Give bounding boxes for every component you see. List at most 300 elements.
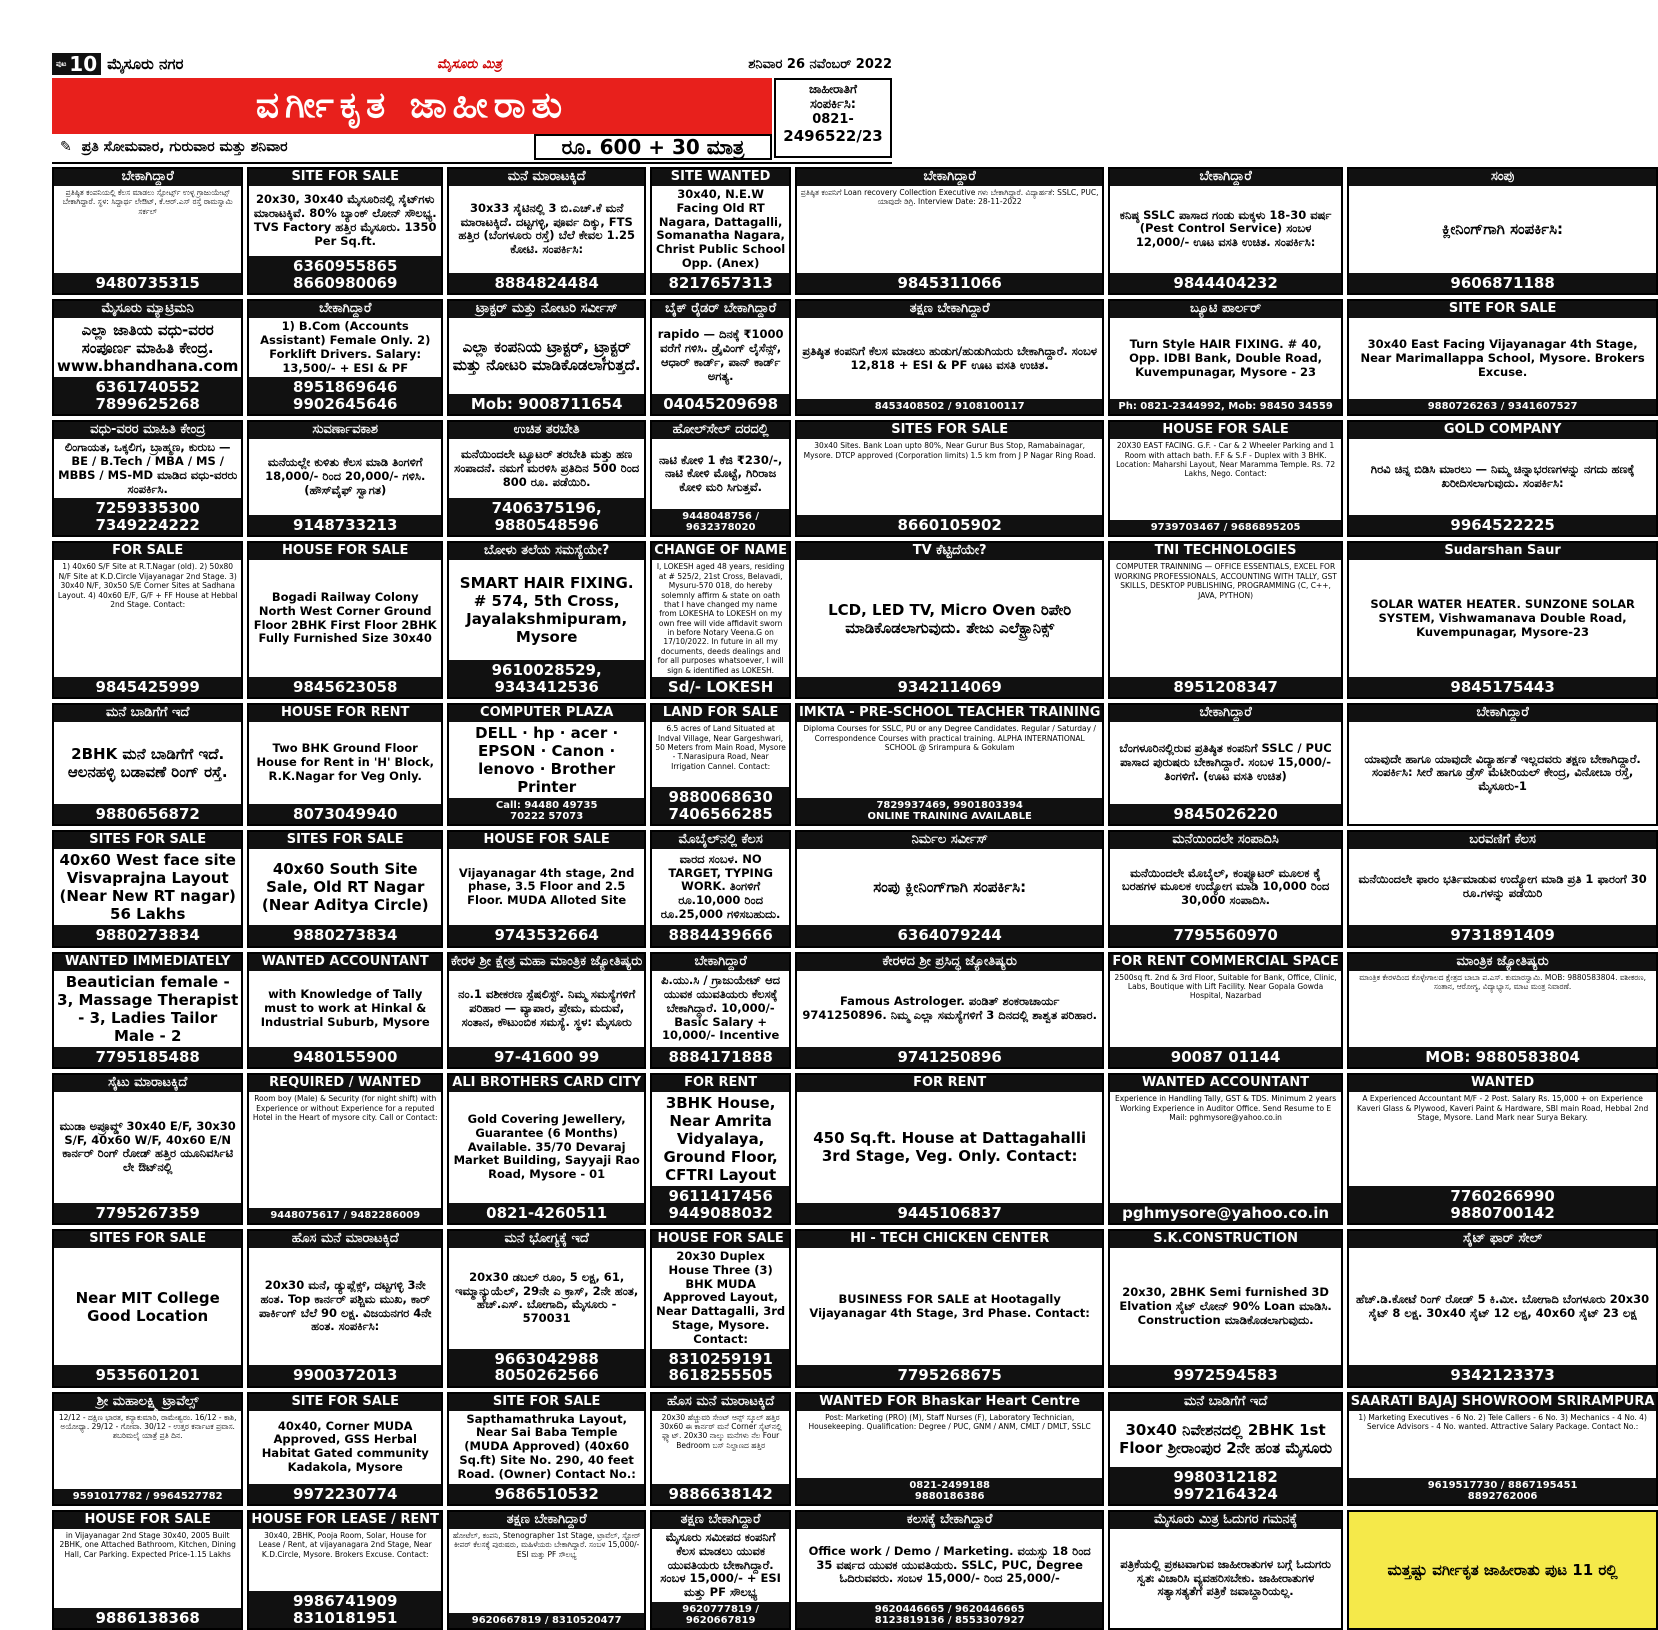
ad-body: ಮುಡಾ ಅಪ್ರೂವ್ಡ್ 30x40 E/F, 30x30 S/F, 40x60 W/F, 40x60 E/N ಕಾರ್ನರ್ ರಿಂಗ್ ರೋಡ್ ಹತ್ತಿರ ಯೂನಿವರ್ಸಿಟಿ ಲೇ ಔಟ್‌ನಲ್ಲಿ: [59, 1118, 236, 1175]
ad-title: ತಕ್ಷಣ ಬೇಕಾಗಿದ್ದಾರೆ: [652, 1512, 789, 1529]
ad-body: 40x60 South Site Sale, Old RT Nagar (Near Aditya Circle): [261, 860, 429, 915]
ad-phone: 9448048756 / 9632378020: [652, 509, 789, 535]
classified-ad: [52, 1510, 243, 1630]
ad-body: in Vijayanagar 2nd Stage 30x40, 2005 Built 2BHK, one Attached Bathroom, Kitchen, Dining Hall, Car Parking. Expected Price-1.15 Lakhs: [59, 1531, 236, 1559]
classified-ad: [1347, 541, 1658, 699]
ad-title: ಮನೆಯಿಂದಲೇ ಸಂಪಾದಿಸಿ: [1110, 832, 1340, 849]
ad-phone: 9845311066: [797, 273, 1102, 294]
ad-body: 1) Marketing Executives - 6 No. 2) Tele Callers - 6 No. 3) Mechanics - 4 No. 4) Service Advisors - 4 No. wanted. Attractive Salary Package. Contact No.:: [1358, 1412, 1647, 1431]
ad-title: ಬೇಕಾಗಿದ್ದಾರೆ: [54, 169, 241, 186]
classified-ad: [1108, 952, 1342, 1069]
classified-ad: [447, 1392, 646, 1506]
ad-body: Post: Marketing (PRO) (M), Staff Nurses (F), Laboratory Technician, Housekeeping. Qualification: Degree / PUC, GNM / ANM, CMLT / DMLT, SSLC: [808, 1412, 1091, 1431]
ad-title: FOR SALE: [54, 543, 241, 560]
classified-ad: [247, 952, 443, 1069]
ad-title: HOUSE FOR SALE: [449, 832, 644, 849]
ad-phone: 8951869646 9902645646: [249, 377, 441, 414]
ad-body: ಪ್ರತಿಷ್ಠಿತ ಕಂಪನಿಗೆ ಕೆಲಸ ಮಾಡಲು ಹುಡುಗ/ಹುಡುಗಿಯರು ಬೇಕಾಗಿದ್ದಾರೆ. ಸಂಬಳ 12,818 + ESI & PF ಊಟ ವಸತಿ ಉಚಿತ.: [802, 343, 1098, 372]
ad-phone: 6361740552 7899625268: [54, 377, 241, 414]
classified-ad: [650, 1073, 791, 1225]
ad-title: ಹೊಸ ಮನೆ ಮಾರಾಟಕ್ಕಿದೆ: [652, 1394, 789, 1411]
ad-title: SITES FOR SALE: [54, 832, 241, 849]
classified-ad: [1108, 1073, 1342, 1225]
ad-rate: ರೂ. 600 + 30 ಮಾತ್ರ: [534, 134, 772, 160]
ad-body: SOLAR WATER HEATER. SUNZONE SOLAR SYSTEM, Vishwamanava Double Road, Kuvempunagar, Mysore-23: [1370, 596, 1635, 639]
ad-title: ಬೇಕಾಗಿದ್ದಾರೆ: [1349, 705, 1657, 722]
ad-body: DELL · hp · acer · EPSON · Canon · lenovo · Brother Printer: [475, 724, 619, 797]
pen-icon: ✎: [60, 139, 72, 155]
ad-phone: 9880273834: [54, 925, 241, 946]
ad-phone: 8453408502 / 9108100117: [797, 399, 1102, 414]
ad-title: SITES FOR SALE: [54, 1231, 241, 1248]
ad-body: Room boy (Male) & Security (for night shift) with Experience or without Experience for a reputed Hotel in the Heart of mysore city. Call or Contact:: [252, 1094, 438, 1122]
ad-title: WANTED: [1349, 1075, 1657, 1092]
ad-title: FOR RENT: [652, 1075, 789, 1092]
ad-phone: 9686510532: [449, 1484, 644, 1505]
classified-ad: [650, 420, 791, 537]
ad-title: SITE WANTED: [652, 169, 789, 186]
ad-title: TV ಕೆಟ್ಟಿದೆಯೇ?: [797, 543, 1102, 560]
ad-phone: MOB: 9880583804: [1349, 1047, 1657, 1068]
ad-phone: 9342123373: [1349, 1365, 1657, 1386]
classified-ad: [650, 167, 791, 295]
ad-phone: 9964522225: [1349, 515, 1657, 536]
ad-phone: 8884439666: [652, 925, 789, 946]
classified-ad: [650, 703, 791, 826]
classified-ad: [447, 703, 646, 826]
ad-body: 20x30 ಹೆಚ್ಚುವರಿ ಸೇಂಟ್ ಆನ್ಸ್ ಸ್ಕೂಲ್ ಹತ್ತಿರ 30x60 ಈ ಕಾರ್ನರ್ ಮನೆ Corner ಸೈಟ್‌ನಲ್ಲಿ ಫ್ಲ್ಯಾಟ್. 20x30 ನಾಲ್ಕು ಮನೆಗಳು ನೆಲ Four Bedroom ಬಸ್ ನಿಲ್ದಾಣದ ಹತ್ತಿರ: [659, 1412, 782, 1450]
ad-phone: 9886138368: [54, 1608, 241, 1629]
ad-body: 1) B.Com (Accounts Assistant) Female Only. 2) Forklift Drivers. Salary: 13,500/- + ESI & PF: [260, 319, 431, 375]
ad-phone: 9448075617 / 9482286009: [249, 1208, 441, 1223]
ad-body: 20x30, 2BHK Semi furnished 3D Elvation ಸೈಟ್ ಲೋನ್ 90% Loan ಮಾಡಿಸಿ. Construction ಮಾಡಿಕೊಡಲಾಗುವುದು.: [1119, 1284, 1332, 1327]
ad-phone: 9880726263 / 9341607527: [1349, 399, 1657, 414]
ad-body: ಕನಿಷ್ಠ SSLC ಪಾಸಾದ ಗಂಡು ಮಕ್ಕಳು 18-30 ವರ್ಷ (Pest Control Service) ಸಂಬಳ 12,000/- ಊಟ ವಸತಿ ಉಚಿತ. ಸಂಪರ್ಕಿಸಿ:: [1119, 207, 1332, 250]
page-number-box: [52, 53, 101, 75]
newspaper-brand: ಮೈಸೂರು ಮಿತ್ರ: [437, 56, 502, 72]
ad-title: HOUSE FOR SALE: [1110, 422, 1340, 439]
ad-title: ಬರವಣಿಗೆ ಕೆಲಸ: [1349, 832, 1657, 849]
ad-title: FOR RENT COMMERCIAL SPACE: [1112, 953, 1339, 969]
ad-phone: 9480155900: [249, 1047, 441, 1068]
ad-phone: 7795267359: [54, 1203, 241, 1224]
ad-body: ಎಲ್ಲಾ ಜಾತಿಯ ವಧು-ವರರ ಸಂಪೂರ್ಣ ಮಾಹಿತಿ ಕೇಂದ್ರ. www.bhandhana.com: [57, 320, 239, 375]
ad-body: LCD, LED TV, Micro Oven ರಿಪೇರಿ ಮಾಡಿಕೊಡಲಾಗುವುದು. ತೇಜು ಎಲೆಕ್ಟ್ರಾನಿಕ್ಸ್: [828, 600, 1072, 637]
ad-phone: 7259335300 7349224222: [54, 498, 241, 535]
classified-ad: [1347, 1510, 1658, 1630]
ad-body: 1) 40x60 S/F Site at R.T.Nagar (old). 2) 50x80 N/F Site at K.D.Circle Vijayanagar 2nd Stage. 3) 30x40 N/F, 30x50 S/E Corner Sites at Sadhana Layout. 4) 40x60 E/F, G/F + FF House at Hebbal 2nd Stage. Contact:: [57, 562, 238, 609]
ad-title: S.K.CONSTRUCTION: [1110, 1231, 1340, 1248]
contact-line-2: ಸಂಪರ್ಕಿಸಿ:: [810, 97, 856, 112]
ad-body: 40x40, Corner MUDA Approved, GSS Herbal Habitat Gated community Kadakola, Mysore: [261, 1418, 429, 1474]
ad-title: ಹೊಸ ಮನೆ ಮಾರಾಟಕ್ಕಿದೆ: [249, 1231, 441, 1248]
header-rule: [52, 162, 892, 164]
classified-ad: [650, 952, 791, 1069]
ad-body: ಪಿ.ಯು.ಸಿ / ಗ್ರಾಜುಯೇಟ್ ಆದ ಯುವಕ ಯುವತಿಯರು ಕೆಲಸಕ್ಕೆ ಬೇಕಾಗಿದ್ದಾರೆ. 10,000/- Basic Salary + 10,000/- Incentive: [661, 973, 781, 1043]
ad-body: 450 Sq.ft. House at Dattagahalli 3rd Stage, Veg. Only. Contact:: [813, 1129, 1087, 1166]
classified-ad: [1347, 420, 1658, 537]
classified-ad: [52, 167, 243, 295]
ad-body: 3BHK House, Near Amrita Vidyalaya, Ground Floor, CFTRI Layout: [663, 1094, 778, 1185]
ad-title: ಕಲಸಕ್ಕೆ ಬೇಕಾಗಿದ್ದಾರೆ: [797, 1512, 1102, 1529]
ad-phone: 9880068630 7406566285: [652, 787, 789, 824]
ad-phone: 04045209698: [652, 394, 789, 415]
ad-phone: 9880656872: [54, 804, 241, 825]
ad-phone: 9731891409: [1349, 925, 1657, 946]
classified-ad: [447, 167, 646, 295]
ad-title: ಶ್ರೀ ಮಹಾಲಕ್ಷ್ಮಿ ಟ್ರಾವೆಲ್ಸ್: [54, 1394, 241, 1411]
ad-body: 30x40 ನಿವೇಶನದಲ್ಲಿ 2BHK 1st Floor ಶ್ರೀರಾಂಪುರ 2ನೇ ಹಂತ ಮೈಸೂರು: [1119, 1420, 1333, 1457]
ad-phone: 8951208347: [1110, 677, 1340, 698]
ad-body: Sapthamathruka Layout, Near Sai Baba Temple (MUDA Approved) (40x60 Sq.ft) Site No. 290, 40 feet Road. (Owner) Contact No.:: [457, 1411, 636, 1481]
ad-body: 20x30 Duplex House Three (3) BHK MUDA Approved Layout, Near Dattagalli, 3rd Stage, Mysore. Contact:: [656, 1249, 786, 1346]
ad-body: Near MIT College Good Location: [75, 1288, 220, 1325]
ad-body: 30x40, 2BHK, Pooja Room, Solar, House for Lease / Rent, at vijayanagara 2nd Stage, Near K.D.Circle, Mysore. Brokers Excuse. Contact:: [258, 1531, 432, 1559]
classifieds-banner: ವರ್ಗೀಕೃತ ಜಾಹೀರಾತು: [52, 78, 772, 134]
ad-phone: 9845175443: [1349, 677, 1657, 698]
ad-title: SITES FOR SALE: [797, 422, 1102, 439]
ad-phone: 90087 01144: [1110, 1047, 1340, 1068]
ad-body: ಮನೆಯಿಂದಲೇ ಟ್ಯೂಟರ್ ತರಬೇತಿ ಮತ್ತು ಹಣ ಸಂಪಾದನೆ. ನಮಗೆ ಮರಳಿಸಿ ಪ್ರತಿದಿನ 500 ರಿಂದ 800 ರೂ. ಪಡೆಯಿರಿ.: [454, 447, 640, 489]
ad-body: ಮಾಂತ್ರಿಕ ಕೇರಳದಿಂದ ಕೊಳ್ಳೇಗಾಲದ ಕ್ಷೇತ್ರದ ಬಾಬಾ ಪ.ಎಸ್. ಕುಮಾರಸ್ವಾಮಿ. MOB: 9880583804. ವಶೀಕರಣ, ಸಂತಾನ, ಆರೋಗ್ಯ, ವಿದ್ಯಾಭ್ಯಾಸ, ಮಾಟ ಮಂತ್ರ ನಿವಾರಣೆ.: [1359, 972, 1646, 992]
ad-body: ಗಿರವಿ ಚಿನ್ನ ಬಿಡಿಸಿ ಮಾರಲು — ನಿಮ್ಮ ಚಿನ್ನಾಭರಣಗಳನ್ನು ನಗದು ಹಣಕ್ಕೆ ಖರೀದಿಸಲಾಗುವುದು. ಸಂಪರ್ಕಿಸಿ:: [1370, 462, 1635, 491]
ad-title: ಮೈಸೂರು ಮ್ಯಾಟ್ರಿಮನಿ: [54, 301, 241, 318]
ad-phone: 8310259191 8618255505: [652, 1349, 789, 1386]
ad-phone: 9739703467 / 9686895205: [1110, 520, 1340, 535]
classified-ad: [1108, 167, 1342, 295]
classified-ad: [1108, 1392, 1342, 1506]
classified-ad: [795, 1229, 1104, 1388]
ad-title: REQUIRED / WANTED: [249, 1075, 441, 1092]
classified-ad: [247, 541, 443, 699]
ad-phone: 7406375196, 9880548596: [449, 498, 644, 535]
ad-phone: 9980312182 9972164324: [1110, 1467, 1340, 1504]
ad-title: ಮನೆ ಬಾಡಿಗೆಗೆ ಇದೆ: [1110, 1394, 1340, 1411]
ad-title: FOR RENT: [797, 1075, 1102, 1092]
ad-body: A Experienced Accountant M/F - 2 Post. Salary Rs. 15,000 + on Experience Kaveri Glass & Plywood, Kaveri Paint & Hardware, SBI main Road, Hebbal 2nd Stage, Mysore. Land Mark near Surya Bekary.: [1356, 1094, 1649, 1122]
classified-ad: [650, 299, 791, 416]
ad-phone: 9342114069: [797, 677, 1102, 698]
classified-ad: [447, 420, 646, 537]
ad-body: Diploma Courses for SSLC, PU or any Degree Candidates. Regular / Saturday / Correspondence Courses with practical training. ALPHA INTERNATIONAL SCHOOL @ Srirampura & Gokulam: [803, 724, 1096, 753]
classified-ad: [247, 1073, 443, 1225]
ad-title: GOLD COMPANY: [1349, 422, 1657, 439]
ad-title: ತಕ್ಷಣ ಬೇಕಾಗಿದ್ದಾರೆ: [797, 301, 1102, 318]
ad-body: 20X30 EAST FACING. G.F. - Car & 2 Wheeler Parking and 1 Room with attach bath. F.F & S.F - Duplex with 3 BHK. Location: Maharshi Layout, Near Maramma Temple. Rs. 72 Lakhs, Nego. Contact:: [1116, 441, 1336, 479]
ad-title: TNI TECHNOLOGIES: [1110, 543, 1340, 560]
ad-phone: 9986741909 8310181951: [249, 1591, 441, 1628]
ad-body: ಲಿಂಗಾಯತ, ಒಕ್ಕಲಿಗ, ಬ್ರಾಹ್ಮಣ, ಕುರುಬ — BE / B.Tech / MBA / MS / MBBS / MS-MD ಮಾಡಿದ ವಧು-ವರರು ಸಂಪರ್ಕಿಸಿ.: [58, 440, 238, 496]
classified-ad: [247, 830, 443, 947]
ad-title: ಸುವರ್ಣಾವಕಾಶ: [249, 422, 441, 439]
ad-phone: 6360955865 8660980069: [249, 256, 441, 293]
ad-body: Bogadi Railway Colony North West Corner Ground Floor 2BHK First Floor 2BHK Fully Furnished Size 30x40: [253, 590, 437, 646]
ad-phone: 6364079244: [797, 925, 1102, 946]
ad-phone: Mob: 9008711654: [449, 394, 644, 415]
classified-ad: [447, 830, 646, 947]
classified-ad: [1108, 1229, 1342, 1388]
classified-ad: [1347, 952, 1658, 1069]
ad-title: SITES FOR SALE: [249, 832, 441, 849]
ad-title: ಕೇರಳ ಶ್ರೀ ಕ್ಷೇತ್ರ ಮಹಾ ಮಾಂತ್ರಿಕ ಜ್ಯೋತಿಷ್ಯರು: [451, 953, 643, 969]
ad-phone: 7795185488: [54, 1047, 241, 1068]
ad-body: ನಾಟಿ ಕೋಳಿ 1 ಕೆಜಿ ₹230/-, ನಾಟಿ ಕೋಳಿ ಮೊಟ್ಟೆ, ಗಿರಿರಾಜ ಕೋಳಿ ಮರಿ ಸಿಗುತ್ತವೆ.: [659, 452, 783, 495]
ad-title: ಮನೆ ಮಾರಾಟಕ್ಕಿದೆ: [449, 169, 644, 186]
ad-body: 20x30, 30x40 ಮೈಸೂರಿನಲ್ಲಿ ಸೈಟ್‌ಗಳು ಮಾರಾಟಕ್ಕಿವೆ. 80% ಬ್ಯಾಂಕ್ ಲೋನ್ ಸೌಲಭ್ಯ. TVS Factory ಹತ್ತಿರ ಮೈಸೂರು. 1350 Per Sq.ft.: [253, 192, 437, 248]
ad-title: WANTED ACCOUNTANT: [249, 954, 441, 971]
classified-ad: [795, 420, 1104, 537]
ad-title: ಮೈಸೂರು ಮಿತ್ರ ಓದುಗರ ಗಮನಕ್ಕೆ: [1110, 1512, 1340, 1529]
classified-ad: [447, 299, 646, 416]
ad-title: HOUSE FOR LEASE / RENT: [251, 1512, 440, 1528]
classified-ad: [52, 703, 243, 826]
ad-title: SITE FOR SALE: [249, 169, 441, 186]
ad-title: ಬೇಕಾಗಿದ್ದಾರೆ: [1110, 705, 1340, 722]
classified-ad: [52, 1229, 243, 1388]
ad-phone: 9972594583: [1110, 1365, 1340, 1386]
classified-ad: [52, 541, 243, 699]
ad-title: ಬ್ಯೂಟಿ ಪಾರ್ಲರ್: [1110, 301, 1340, 318]
ad-phone: 9845425999: [54, 677, 241, 698]
ad-body: 20x30 ಮನೆ, ಡ್ಯುಪ್ಲೆಕ್ಸ್, ದಟ್ಟಗಳ್ಳಿ 3ನೇ ಹಂತ. Top ಕಾರ್ನರ್ ಪಶ್ಚಿಮ ಮುಖ, ಕಾರ್ ಪಾರ್ಕಿಂಗ್ ಬೆಲೆ 90 ಲಕ್ಷ. ವಿಜಯನಗರ 4ನೇ ಹಂತ. ಸಂಪರ್ಕಿಸಿ:: [258, 1278, 432, 1334]
page-label: ಪುಟ: [56, 59, 67, 68]
page-header: [52, 52, 892, 76]
ad-body: 30x40, N.E.W Facing Old RT Nagara, Dattagalli, Somanatha Nagara, Christ Public School Opp. (Anex): [656, 186, 786, 270]
ad-body: ಪ್ರತಿಷ್ಠಿತ ಕಂಪನಿಯಲ್ಲಿ ಕೆಲಸ ಮಾಡಲು ಸ್ಪೋರ್ಟ್ಸ್ ಉಳ್ಳ ಗ್ರಾಜುಯೇಟ್ಸ್ ಬೇಕಾಗಿದ್ದಾರೆ. ಸ್ಥಳ: ಸಿದ್ದಾರ್ಥ ಲೇಔಟ್, ಕೆ.ಆರ್.ಎಸ್ ರಸ್ತೆ ರಾಮಸ್ವಾಮಿ ಸರ್ಕಲ್: [62, 187, 233, 216]
classified-ad: [1347, 167, 1658, 295]
ad-phone: 9663042988 8050262566: [449, 1349, 644, 1386]
ad-title: ಬೈಕ್ ರೈಡರ್ ಬೇಕಾಗಿದ್ದಾರೆ: [652, 301, 789, 318]
ad-body: ಎಲ್ಲಾ ಕಂಪನಿಯ ಟ್ರಾಕ್ಟರ್, ಟ್ರ್ಯಾಕ್ಟರ್ ಮತ್ತು ನೋಟರಿ ಮಾಡಿಕೊಡಲಾಗುತ್ತದೆ.: [452, 338, 641, 374]
ad-phone: 8884171888: [652, 1047, 789, 1068]
ad-phone: 9148733213: [249, 515, 441, 536]
ad-body: Famous Astrologer. ಪಂಡಿತ್ ಶಂಕರಾಚಾರ್ಯ 9741250896. ನಿಮ್ಮ ಎಲ್ಲಾ ಸಮಸ್ಯೆಗಳಿಗೆ 3 ದಿನದಲ್ಲಿ ಶಾಶ್ವತ ಪರಿಹಾರ.: [802, 993, 1097, 1022]
classified-ad: [650, 1392, 791, 1506]
ad-phone: 8073049940: [249, 804, 441, 825]
page-number: 10: [69, 52, 98, 76]
ad-title: ಉಚಿತ ತರಬೇತಿ: [449, 422, 644, 439]
ad-body: 30x40 East Facing Vijayanagar 4th Stage, Near Marimallappa School, Mysore. Brokers Excuse.: [1360, 337, 1645, 379]
ad-title: WANTED FOR Bhaskar Heart Centre: [797, 1394, 1102, 1411]
ad-title: ತಕ್ಷಣ ಬೇಕಾಗಿದ್ದಾರೆ: [449, 1512, 644, 1529]
ad-title: CHANGE OF NAME: [654, 543, 787, 559]
ad-body: COMPUTER TRAINNING — OFFICE ESSENTIALS, EXCEL FOR WORKING PROFESSIONALS, ACCOUNTING WITH TALLY, GST SKILLS, DESKTOP PUBLISHING, PROGRAMMING (C, C++, JAVA, PYTHON): [1114, 562, 1337, 600]
classified-ads-grid: [52, 167, 1655, 1627]
ad-body: SMART HAIR FIXING. # 574, 5th Cross, Jayalakshmipuram, Mysore: [459, 574, 634, 647]
ad-title: Sudarshan Saur: [1349, 543, 1657, 560]
classified-ad: [52, 1073, 243, 1225]
classified-ad: [247, 1229, 443, 1388]
ad-title: WANTED IMMEDIATELY: [54, 954, 241, 971]
classified-ad: [1347, 299, 1658, 416]
ad-body: 30x40 Sites. Bank Loan upto 80%, Near Gurur Bus Stop, Ramabainagar, Mysore. DTCP approved (Corporation limits) 1.5 km from J P Nagar Ring Road.: [803, 441, 1096, 460]
ad-title: ವಧು-ವರರ ಮಾಹಿತಿ ಕೇಂದ್ರ: [54, 422, 241, 439]
contact-line-4: 2496522/23: [783, 127, 883, 145]
ad-title: SITE FOR SALE: [1349, 301, 1657, 318]
classified-ad: [247, 420, 443, 537]
ad-body: ಮನೆಯಿಂದಲೇ ಫಾರಂ ಭರ್ತಿಮಾಡುವ ಉದ್ಯೋಗ ಮಾಡಿ ಪ್ರತಿ 1 ಫಾರಂಗೆ 30 ರೂ.ಗಳನ್ನು ಪಡೆಯಿರಿ: [1358, 872, 1647, 901]
ad-title: ಸೈಟ್ ಫಾರ್ ಸೇಲ್: [1349, 1231, 1657, 1248]
ad-title: ಕೇರಳದ ಶ್ರೀ ಪ್ರಸಿದ್ಧ ಜ್ಯೋತಿಷ್ಯರು: [797, 954, 1102, 971]
ad-body: Two BHK Ground Floor House for Rent in 'H' Block, R.K.Nagar for Veg Only.: [256, 741, 434, 783]
ad-phone: 8884824484: [449, 273, 644, 294]
ad-title: ALI BROTHERS CARD CITY: [449, 1075, 644, 1092]
ad-title: ಮನೆ ಬಾಡಿಗೆಗೆ ಇದೆ: [54, 705, 241, 722]
classified-ad: [52, 952, 243, 1069]
classified-ad: [1347, 703, 1658, 826]
classified-ad: [247, 1510, 443, 1630]
ad-title: HOUSE FOR SALE: [652, 1231, 789, 1248]
classified-ad: [795, 830, 1104, 947]
ad-title: COMPUTER PLAZA: [449, 705, 644, 722]
ad-body: ಮತ್ತಷ್ಟು ವರ್ಗೀಕೃತ ಜಾಹೀರಾತು ಪುಟ 11 ರಲ್ಲಿ: [1387, 1560, 1618, 1579]
ad-phone: 9900372013: [249, 1365, 441, 1386]
classified-ad: [447, 952, 646, 1069]
ad-title: IMKTA - PRE-SCHOOL TEACHER TRAINING: [798, 705, 1101, 721]
ad-body: ಮೈಸೂರು ಸಮೀಪದ ಕಂಪನಿಗೆ ಕೆಲಸ ಮಾಡಲು ಯುವಕ ಯುವತಿಯರು ಬೇಕಾಗಿದ್ದಾರೆ. ಸಂಬಳ 15,000/- + ESI ಮತ್ತು PF ಸೌಲಭ್ಯ: [660, 1530, 781, 1600]
ad-phone: 9845623058: [249, 677, 441, 698]
ad-body: ವಾರದ ಸಂಬಳ. NO TARGET, TYPING WORK. ತಿಂಗಳಿಗೆ ರೂ.10,000 ರಿಂದ ರೂ.25,000 ಗಳಿಸಬಹುದು.: [660, 851, 781, 921]
ad-body: Gold Covering Jewellery, Guarantee (6 Months) Available. 35/70 Devaraj Market Building, Sayyaji Rao Road, Mysore - 01: [453, 1111, 640, 1182]
classified-ad: [650, 541, 791, 699]
ad-phone: 8217657313: [652, 273, 789, 294]
ad-body: ಪತ್ರಿಕೆಯಲ್ಲಿ ಪ್ರಕಟವಾಗುವ ಜಾಹೀರಾತುಗಳ ಬಗ್ಗೆ ಓದುಗರು ಸ್ವತಃ ವಿಚಾರಿಸಿ ವ್ಯವಹರಿಸಬೇಕು. ಜಾಹೀರಾತುಗಳ ಸತ್ಯಾಸತ್ಯತೆಗೆ ಪತ್ರಿಕೆ ಜವಾಬ್ದಾರಿಯಲ್ಲ.: [1120, 1556, 1331, 1599]
ad-phone: 9845026220: [1110, 804, 1340, 825]
ad-body: 30x33 ಸೈಟಿನಲ್ಲಿ 3 ಬಿ.ಎಚ್.ಕೆ ಮನೆ ಮಾರಾಟಕ್ಕಿದೆ. ದಟ್ಟಗಳ್ಳಿ, ಪೂರ್ವ ದಿಕ್ಕು, FTS ಹತ್ತಿರ (ಬೆಂಗಳೂರು ರಸ್ತೆ) ಬೆಲೆ ಕೇವಲ 1.25 ಕೋಟಿ. ಸಂಪರ್ಕಿಸಿ:: [458, 200, 635, 257]
classified-ad: [1347, 1392, 1658, 1506]
classified-ad: [650, 1229, 791, 1388]
ad-phone: Sd/- LOKESH: [652, 677, 789, 698]
ad-title: ಸೈಟು ಮಾರಾಟಕ್ಕಿದೆ: [54, 1075, 241, 1092]
ad-body: 40x60 West face site Visvaprajna Layout (Near New RT nagar) 56 Lakhs: [59, 851, 236, 924]
classified-ad: [795, 167, 1104, 295]
ad-title: SITE FOR SALE: [249, 1394, 441, 1411]
ad-body: ಬೆಂಗಳೂರಿನಲ್ಲಿರುವ ಪ್ರತಿಷ್ಠಿತ ಕಂಪನಿಗೆ SSLC / PUC ಪಾಸಾದ ಪುರುಷರು ಬೇಕಾಗಿದ್ದಾರೆ. ಸಂಬಳ 15,000/- ತಿಂಗಳಿಗೆ. (ಊಟ ವಸತಿ ಉಚಿತ): [1119, 741, 1332, 783]
classified-ad: [795, 1510, 1104, 1630]
ad-phone: pghmysore@yahoo.co.in: [1110, 1203, 1340, 1224]
ad-title: ಹೋಲ್‌ಸೇಲ್ ದರದಲ್ಲಿ: [652, 422, 789, 439]
classified-ad: [247, 299, 443, 416]
ad-phone: 9743532664: [449, 925, 644, 946]
ad-phone: 9620446665 / 9620446665 8123819136 / 8553307927: [797, 1602, 1102, 1628]
ad-body: 6.5 acres of Land Situated at Indval Village, Near Gargeshwari, 50 Meters from Main Road, Mysore - T.Narasipura Road, Near Irrigation Cannel. Contact:: [655, 724, 786, 771]
ad-body: Office work / Demo / Marketing. ವಯಸ್ಸು 18 ರಿಂದ 35 ವರ್ಷದ ಯುವಕ ಯುವತಿಯರು. SSLC, PUC, Degree ಓದಿರುವವರು. ಸಂಬಳ 15,000/- ರಿಂದ 25,000/-: [808, 1543, 1091, 1586]
classified-ad: [52, 420, 243, 537]
ad-phone: 7760266990 9880700142: [1349, 1186, 1657, 1223]
classified-ad: [650, 830, 791, 947]
ad-title: HOUSE FOR SALE: [249, 543, 441, 560]
ad-phone: 97-41600 99: [449, 1047, 644, 1068]
ad-body: 2BHK ಮನೆ ಬಾಡಿಗೆಗೆ ಇದೆ. ಆಲನಹಳ್ಳಿ ಬಡಾವಣೆ ರಿಂಗ್ ರಸ್ತೆ.: [67, 745, 228, 782]
ad-phone: 9620777819 / 9620667819: [652, 1602, 789, 1628]
classified-ad: [650, 1510, 791, 1630]
ad-body: BUSINESS FOR SALE at Hootagally Vijayanagar 4th Stage, 3rd Phase. Contact:: [809, 1291, 1090, 1320]
ad-phone: 8660105902: [797, 515, 1102, 536]
schedule-text: ಪ್ರತಿ ಸೋಮವಾರ, ಗುರುವಾರ ಮತ್ತು ಶನಿವಾರ: [81, 139, 288, 155]
ad-title: ಸಂಪು: [1349, 169, 1657, 186]
ad-body: with Knowledge of Tally must to work at Hinkal & Industrial Suburb, Mysore: [260, 987, 430, 1029]
classified-ad: [1347, 1073, 1658, 1225]
ad-phone: Ph: 0821-2344992, Mob: 98450 34559: [1110, 399, 1340, 414]
ad-phone: 9741250896: [797, 1047, 1102, 1068]
ad-body: ಯಾವುದೇ ಹಾಗೂ ಯಾವುದೇ ವಿದ್ಯಾರ್ಹತೆ ಇಲ್ಲದವರು ತಕ್ಷಣ ಬೇಕಾಗಿದ್ದಾರೆ. ಸಂಪರ್ಕಿಸಿ: ಸೀರೆ ಹಾಗೂ ಡ್ರೆಸ್ ಮೆಟೀರಿಯಲ್ ಕೇಂದ್ರ, ವಿನೋಬಾ ರಸ್ತೆ, ಮೈಸೂರು-1: [1364, 751, 1641, 794]
ad-phone: 7829937469, 9901803394 ONLINE TRAINING AVAILABLE: [797, 798, 1102, 824]
ad-title: ಮನೆ ಭೋಗ್ಯಕ್ಕೆ ಇದೆ: [449, 1231, 644, 1248]
contact-line-1: ಜಾಹೀರಾತಿಗೆ: [809, 82, 857, 96]
classified-ad: [795, 541, 1104, 699]
ad-phone: 9619517730 / 8867195451 8892762006: [1349, 1478, 1657, 1504]
classified-ad: [795, 1073, 1104, 1225]
ad-title: SAARATI BAJAJ SHOWROOM SRIRAMPURA: [1350, 1393, 1655, 1409]
ad-title: HOUSE FOR RENT: [249, 705, 441, 722]
ad-phone: 0821-2499188 9880186386: [797, 1478, 1102, 1504]
ad-body: ಮನೆಯಲ್ಲೇ ಕುಳಿತು ಕೆಲಸ ಮಾಡಿ ತಿಂಗಳಿಗೆ 18,000/- ರಿಂದ 20,000/- ಗಳಿಸಿ. (ಹೌಸ್‌ವೈಫ್ ಸ್ವಾಗತ): [265, 455, 426, 498]
classified-ad: [1108, 1510, 1342, 1630]
classified-ad: [795, 1392, 1104, 1506]
booking-contact-box: [774, 78, 892, 158]
classified-ad: [1108, 703, 1342, 826]
issue-date: ಶನಿವಾರ 26 ನವೆಂಬರ್ 2022: [748, 56, 892, 72]
ad-title: HI - TECH CHICKEN CENTER: [797, 1231, 1102, 1248]
classified-ad: [52, 830, 243, 947]
ad-body: Experience in Handling Tally, GST & TDS. Minimum 2 years Working Experience in Auditor Office. Send Resume to E Mail: pghmysore@yahoo.co.in: [1115, 1094, 1337, 1122]
ad-body: ಪ್ರತಿಷ್ಠಿತ ಕಂಪನಿಗೆ Loan recovery Collection Executive ಗಳು ಬೇಕಾಗಿದ್ದಾರೆ. ವಿದ್ಯಾರ್ಹತೆ: SSLC, PUC, ಯಾವುದೇ ಡಿಗ್ರಿ. Interview Date: 28-11-2022: [800, 187, 1099, 207]
ad-phone: 9535601201: [54, 1365, 241, 1386]
ad-phone: 9445106837: [797, 1203, 1102, 1224]
ad-body: I, LOKESH aged 48 years, residing at # 525/2, 21st Cross, Belavadi, Mysuru-570 018, do hereby solemnly affirm & state on oath that I have changed my name from LOKESHA to LOKESH on my own free will vide affidavit sworn in before Notary Veena.G on 17/10/2022. In future in all my documents, deeds dealings and for all purposes whatsoever, I will sign & identified as LOKESH.: [656, 562, 785, 675]
classified-ad: [447, 541, 646, 699]
ad-body: 2500sq ft. 2nd & 3rd Floor, Suitable for Bank, Office, Clinic, Labs, Boutique with Lift Facility. Near Gopala Gowda Hospital, Nazarbad: [1114, 972, 1337, 1001]
ad-phone: 9611417456 9449088032: [652, 1186, 789, 1223]
section-name: ಮೈಸೂರು ನಗರ: [107, 55, 184, 73]
classified-ad: [247, 703, 443, 826]
ad-body: Turn Style HAIR FIXING. # 40, Opp. IDBI Bank, Double Road, Kuvempunagar, Mysore - 23: [1129, 337, 1323, 379]
ad-title: ಬೋಳು ತಲೆಯ ಸಮಸ್ಯೆಯೇ?: [449, 543, 644, 560]
classified-ad: [795, 952, 1104, 1069]
ad-body: Beautician female - 3, Massage Therapist - 3, Ladies Tailor Male - 2: [57, 972, 239, 1045]
classified-ad: [247, 1392, 443, 1506]
classified-ad: [1108, 420, 1342, 537]
ad-title: ಬೇಕಾಗಿದ್ದಾರೆ: [1110, 169, 1340, 186]
classified-ad: [1347, 1229, 1658, 1388]
ad-body: 12/12 - ದಕ್ಷಿಣ ಭಾರತ, ಕನ್ಯಾಕುಮಾರಿ, ರಾಮೇಶ್ವರಂ. 16/12 - ಕಾಶಿ, ಅಯೋಧ್ಯಾ. 29/12 - ಗೋವಾ. 30/12 - ಉತ್ತರ ಕರ್ನಾಟಕ ಪ್ರವಾಸ. ಶಬರಿಮಲೈ ಯಾತ್ರೆ ಪ್ರತಿ ದಿನ.: [58, 1412, 237, 1441]
ad-title: ಮೊಬೈಲ್‌ನಲ್ಲಿ ಕೆಲಸ: [652, 832, 789, 849]
ad-phone: 9620667819 / 8310520477: [449, 1613, 644, 1628]
classified-ad: [1347, 830, 1658, 947]
ad-title: ಮಾಂತ್ರಿಕ ಜ್ಯೋತಿಷ್ಯರು: [1349, 954, 1657, 971]
classified-ad: [1108, 541, 1342, 699]
classified-ad: [447, 1073, 646, 1225]
ad-title: ಬೇಕಾಗಿದ್ದಾರೆ: [652, 954, 789, 971]
classified-ad: [1108, 299, 1342, 416]
classified-ad: [52, 1392, 243, 1506]
ad-phone: 0821-4260511: [449, 1203, 644, 1224]
ad-phone: 9972230774: [249, 1484, 441, 1505]
contact-line-3: 0821-: [812, 112, 854, 127]
ad-title: ಟ್ರಾಕ್ಟರ್ ಮತ್ತು ನೋಟರಿ ಸರ್ವೀಸ್: [449, 301, 644, 318]
ad-body: 20x30 ಡಬಲ್ ರೂಂ, 5 ಲಕ್ಷ, 61, ಇಮ್ಮಾನ್ಯುಯೆಲ್, 29ನೇ ಎ ಕ್ರಾಸ್, 2ನೇ ಹಂತ, ಹೆಚ್.ಎಸ್. ಬೋಗಾದಿ, ಮೈಸೂರು - 570031: [455, 1269, 639, 1326]
classified-ad: [447, 1510, 646, 1630]
classified-ad: [52, 299, 243, 416]
ad-body: Vijayanagar 4th stage, 2nd phase, 3.5 Floor and 2.5 Floor. MUDA Alloted Site: [458, 865, 635, 908]
ad-title: LAND FOR SALE: [652, 705, 789, 722]
ad-phone: Call: 94480 49735 70222 57073: [449, 798, 644, 824]
ad-title: ಬೇಕಾಗಿದ್ದಾರೆ: [249, 301, 441, 318]
ad-phone: 9844404232: [1110, 273, 1340, 294]
ad-phone: 9480735315: [54, 273, 241, 294]
ad-title: WANTED ACCOUNTANT: [1110, 1075, 1340, 1092]
ad-body: ಹೋಟೆಲ್, ಕಂಪನಿ, Stenographer 1st Stage, ಟ್ರಾವೆಲ್, ಸ್ಟೋರ್ ಕೀಪರ್ ಕೆಲಸಕ್ಕೆ ಪುರುಷರು, ಮಹಿಳೆಯರು ಬೇಕಾಗಿದ್ದಾರೆ. ಸಂಬಳ 15,000/- ESI ಮತ್ತು PF ಸೌಲಭ್ಯ: [452, 1531, 641, 1559]
